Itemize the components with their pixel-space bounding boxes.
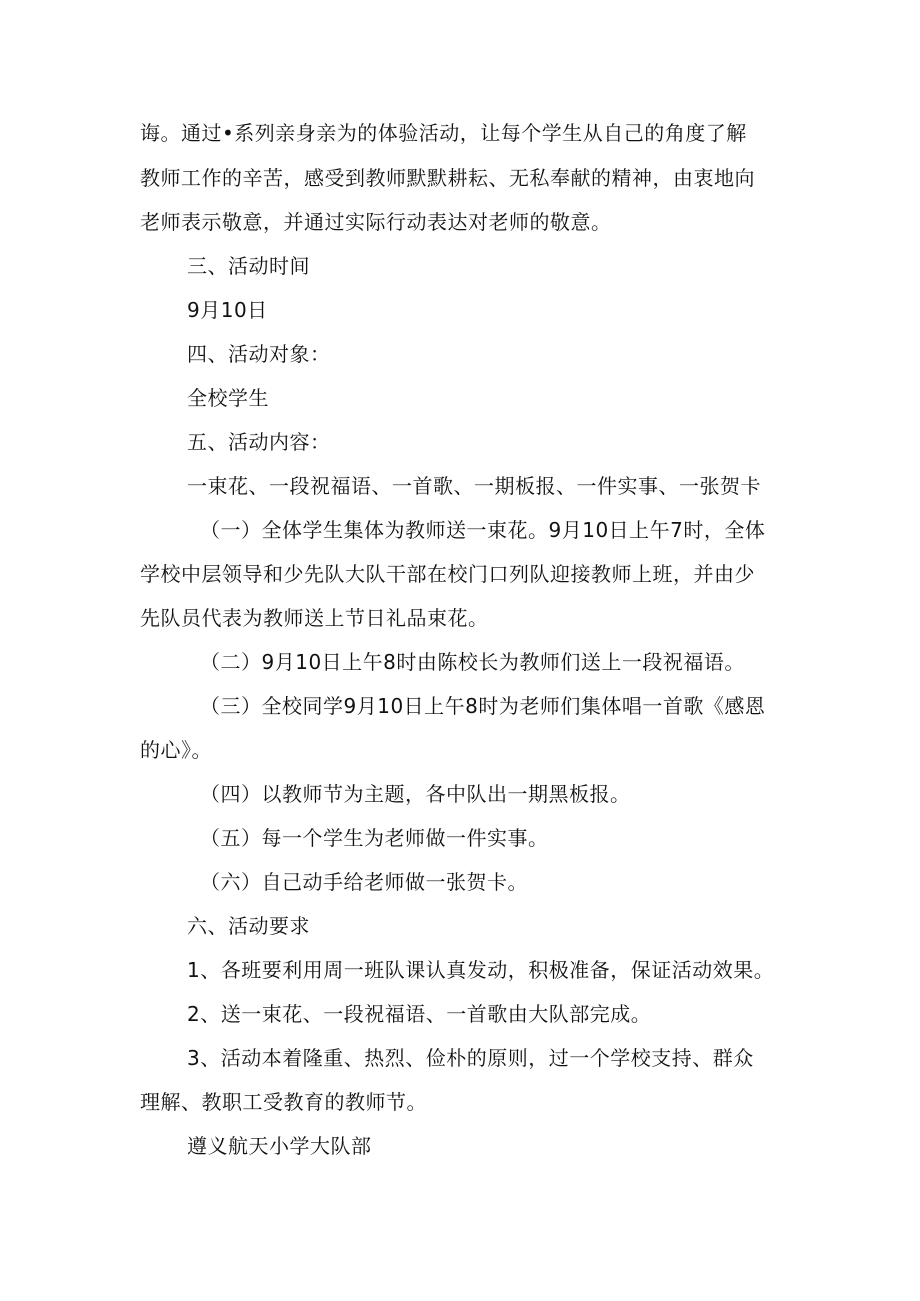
section-heading-requirements: 六、活动要求: [187, 914, 310, 938]
paragraph-line: 诲。通过•系列亲身亲为的体验活动，让每个学生从自己的角度了解: [140, 121, 747, 145]
paragraph-line: （六）自己动手给老师做一张贺卡。: [200, 870, 528, 894]
paragraph-line: （三）全校同学9月10日上午8时为老师们集体唱一首歌《感恩: [200, 694, 766, 718]
paragraph-line: （二）9月10日上午8时由陈校长为教师们送上一段祝福语。: [200, 650, 745, 674]
section-heading-content: 五、活动内容：: [187, 430, 331, 454]
paragraph-line: 理解、教职工受教育的教师节。: [140, 1090, 427, 1114]
paragraph-line: 2、送一束花、一段祝福语、一首歌由大队部完成。: [187, 1002, 652, 1026]
section-heading-target: 四、活动对象：: [187, 342, 331, 366]
section-heading-time: 三、活动时间: [187, 254, 310, 278]
paragraph-line: 3、活动本着隆重、热烈、俭朴的原则，过一个学校支持、群众: [187, 1046, 754, 1070]
paragraph-line: 9月10日: [187, 298, 268, 322]
signature-line: 遵义航天小学大队部: [187, 1134, 372, 1158]
paragraph-line: （四）以教师节为主题，各中队出一期黑板报。: [200, 782, 631, 806]
paragraph-line: 先队员代表为教师送上节日礼品束花。: [140, 606, 489, 630]
paragraph-line: 全校学生: [187, 386, 269, 410]
paragraph-line: 教师工作的辛苦，感受到教师默默耕耘、无私奉献的精神，由衷地向: [140, 166, 755, 190]
paragraph-line: （一）全体学生集体为教师送一束花。9月10日上午7时，全体: [200, 518, 766, 542]
paragraph-line: 老师表示敬意，并通过实际行动表达对老师的敬意。: [140, 210, 612, 234]
paragraph-line: 的心》。: [140, 738, 212, 762]
paragraph-line: 学校中层领导和少先队大队干部在校门口列队迎接教师上班，并由少: [140, 562, 755, 586]
paragraph-line: 1、各班要利用周一班队课认真发动，积极准备，保证活动效果。: [187, 958, 775, 982]
paragraph-line: （五）每一个学生为老师做一件实事。: [200, 826, 549, 850]
paragraph-line: 一束花、一段祝福语、一首歌、一期板报、一件实事、一张贺卡: [187, 474, 761, 498]
